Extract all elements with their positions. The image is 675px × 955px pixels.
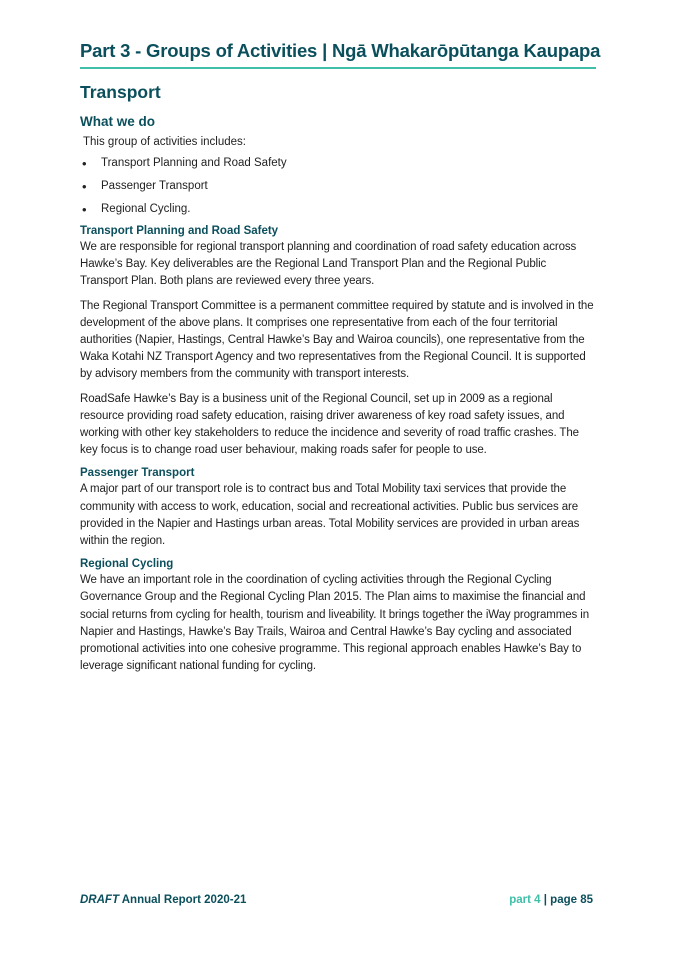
paragraph: A major part of our transport role is to contract bus and Total Mobility taxi services that provide the community with access to work, education, social and recreational activities. Public bus services are provided in the Napier and Hastings urban areas. Total Mobility services are provided in urban areas within the region. — [80, 483, 580, 548]
subsection-heading: Regional Cycling — [80, 558, 174, 571]
page-header-title: Part 3 - Groups of Activities | Ngā Whakarōpūtanga Kaupapa — [80, 40, 596, 69]
subsection-heading: Transport Planning and Road Safety — [80, 225, 279, 237]
footer-report-name: Annual Report 2020-21 — [121, 894, 247, 906]
footer-part-label: part 4 — [509, 894, 541, 906]
subsection-heading: Passenger Transport — [80, 467, 195, 480]
subsection-regional-cycling — [80, 558, 596, 675]
footer-report-title — [80, 894, 246, 906]
footer-page-number — [509, 894, 593, 906]
list-item: • Regional Cycling. — [80, 202, 596, 217]
footer-page-label: page 85 — [550, 894, 593, 906]
footer-separator: | — [543, 894, 547, 906]
intro-text: This group of activities includes: — [83, 136, 246, 148]
paragraph: We have an important role in the coordination of cycling activities through the Regional Cycling Governance Group and the Regional Cycling Plan 2015. The Plan aims to maximise the financial and social returns from cycling for health, tourism and liveability. It brings together the iWay programmes in Napier and Hastings, Hawke’s Bay Trails, Wairoa and Central Hawke’s Bay cycling and associated promotional activities into one cohesive programme. This regional approach enables Hawke’s Bay to leverage significant national funding for cycling. — [80, 574, 590, 673]
paragraph: We are responsible for regional transport planning and coordination of road safety education across Hawke’s Bay. Key deliverables are the Regional Land Transport Plan and the Regional Public Transport Plan. Both plans are reviewed every three years. — [80, 241, 577, 288]
list-item: • Passenger Transport — [80, 179, 596, 194]
section-subtitle: What we do — [80, 114, 155, 129]
activities-list — [80, 156, 596, 217]
paragraph: The Regional Transport Committee is a permanent committee required by statute and is involved in the development of the above plans. It comprises one representative from each of the four territorial authorities (Napier, Hastings, Central Hawke’s Bay and Wairoa councils), one representative from the Waka Kotahi NZ Transport Agency and two representatives from the Regional Council. It is supported by advisory members from the community with transport interests. — [80, 299, 594, 381]
footer-draft-label: DRAFT — [80, 894, 119, 906]
list-item: • Transport Planning and Road Safety — [80, 156, 596, 171]
paragraph: RoadSafe Hawke’s Bay is a business unit of the Regional Council, set up in 2009 as a regional resource providing road safety education, raising driver awareness of key road safety issues, and working with other key stakeholders to reduce the incidence and severity of road traffic crashes. The key focus is to change road user behaviour, making roads safer for people to use. — [80, 392, 579, 457]
subsection-passenger-transport — [80, 467, 596, 550]
main-content — [80, 82, 596, 682]
subsection-transport-planning — [80, 225, 596, 459]
section-title: Transport — [80, 82, 161, 102]
